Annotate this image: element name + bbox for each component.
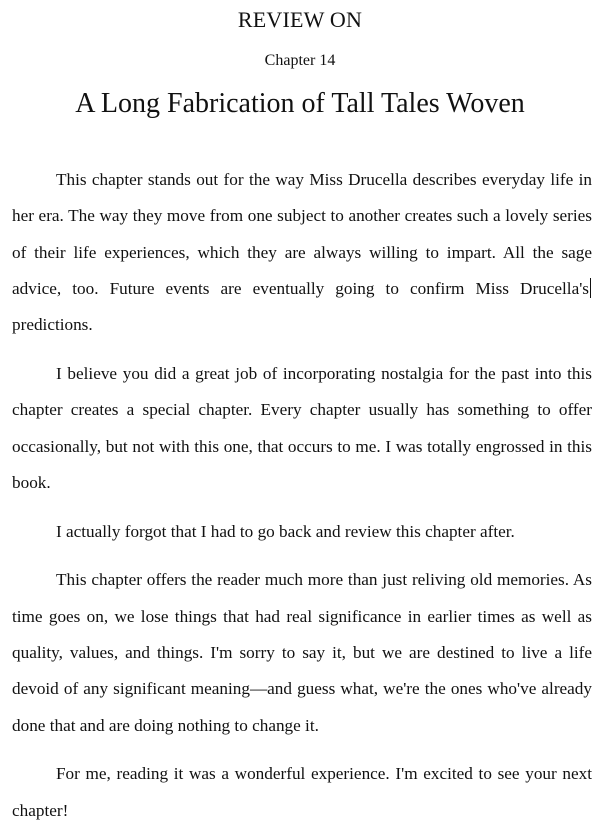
paragraph-5[interactable]: For me, reading it was a wonderful experience. I'm excited to see your next chapter! [12, 764, 592, 820]
paragraph-2[interactable]: I believe you did a great job of incorporating nostalgia for the past into this chapter creates a special chapter. Every chapter usually has something to offer occasionally, but not with this one, that occurs to me. I was totally engrossed in this book. [12, 363, 592, 492]
review-body[interactable] [12, 162, 592, 829]
paragraph-3[interactable]: I actually forgot that I had to go back and review this chapter after. [56, 521, 515, 541]
text-cursor [590, 278, 591, 298]
chapter-title: A Long Fabrication of Tall Tales Woven [75, 88, 525, 119]
paragraph-4[interactable]: This chapter offers the reader much more than just reliving old memories. As time goes on, we lose things that had real significance in earlier times as well as quality, values, and things. I'm sorry to say it, but we are destined to live a life devoid of any significant meaning—and guess what, we're the ones who've already done that and are doing nothing to change it. [12, 570, 592, 735]
paragraph-1[interactable] [12, 162, 592, 343]
paragraph-1-text: This chapter stands out for the way Miss Drucella describes everyday life in her era. The way they move from one subject to another creates such a lovely series of their life experiences, which they are always willing to impart. All the sage advice, too. Future events are eventually going to confirm Miss Drucella's [12, 170, 592, 298]
review-heading: REVIEW ON [237, 7, 363, 32]
paragraph-1-text-end: predictions. [12, 315, 93, 335]
chapter-number: Chapter 14 [264, 52, 336, 69]
